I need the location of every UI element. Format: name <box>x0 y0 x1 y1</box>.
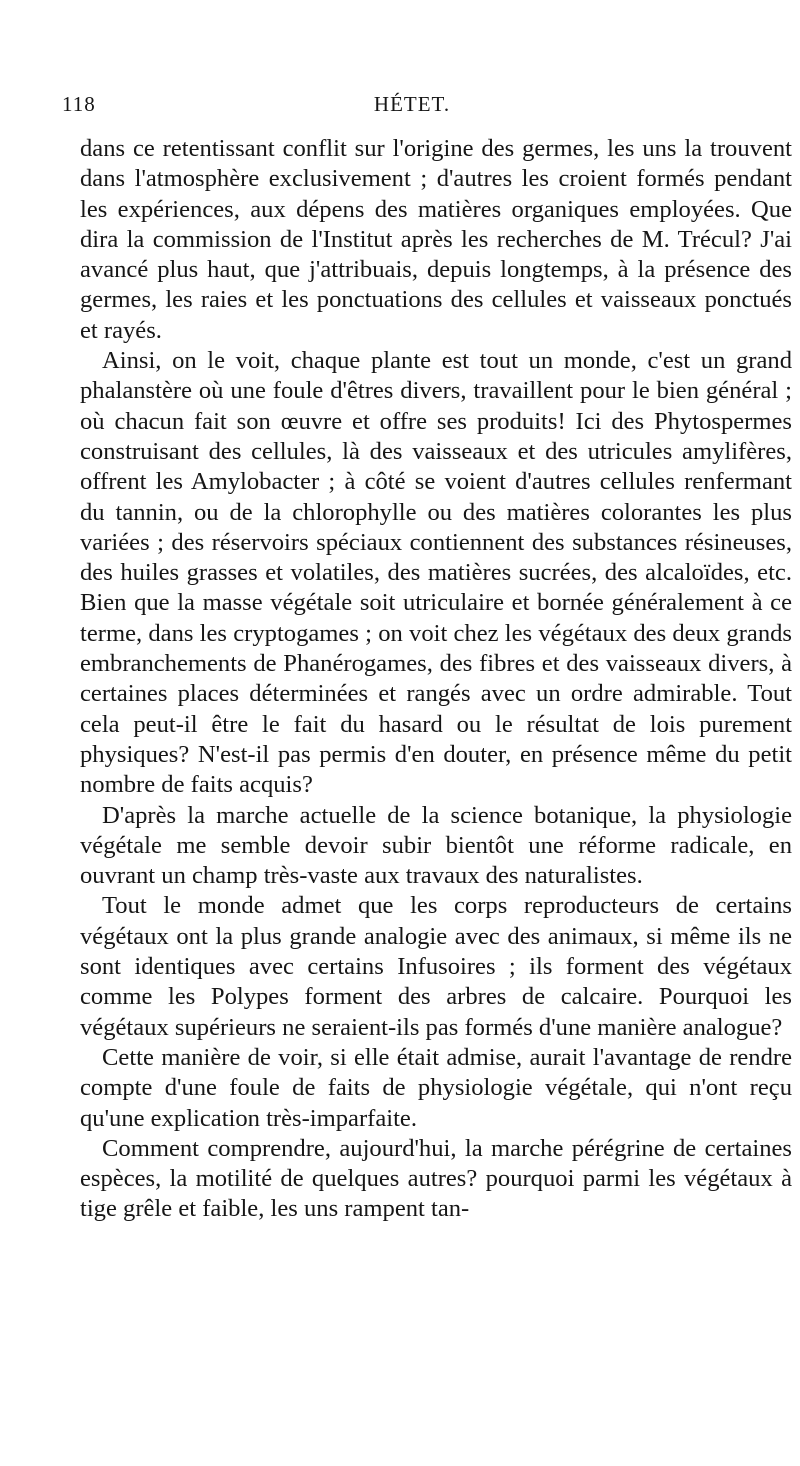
page-number: 118 <box>62 92 96 116</box>
page-header <box>62 92 722 122</box>
paragraph-2: Ainsi, on le voit, chaque plante est tout un monde, c'est un grand phalanstère où une foule d'êtres divers, travaillent pour le bien général ; où chacun fait son œuvre et offre ses produits! Ici des Phytospermes construisant des cellules, là des vaisseaux et des utricules amylifères, offrent les Amylobacter ; à côté se voient d'autres cellules renfermant du tannin, ou de la chlorophylle ou des matières colorantes les plus variées ; des réservoirs spéciaux contiennent des substances résineuses, des huiles grasses et volatiles, des matières sucrées, des alcaloïdes, etc. Bien que la masse végétale soit utriculaire et bornée généralement à ce terme, dans les cryptogames ; on voit chez les végétaux des deux grands embranchements de Phanérogames, des fibres et des vaisseaux divers, à certaines places déterminées et rangés avec un ordre admirable. Tout cela peut-il être le fait du hasard ou le résultat de lois purement physiques? N'est-il pas permis d'en douter, en présence même du petit nombre de faits acquis? <box>80 347 792 799</box>
paragraph-6: Comment comprendre, aujourd'hui, la marche pérégrine de certaines espèces, la motilité de quelques autres? pourquoi parmi les végétaux à tige grêle et faible, les uns rampent tan- <box>80 1134 792 1223</box>
paragraph-3: D'après la marche actuelle de la science botanique, la physiologie végétale me semble devoir subir bientôt une réforme radicale, en ouvrant un champ très-vaste aux travaux des naturalistes. <box>80 801 792 890</box>
paragraph-5: Cette manière de voir, si elle était admise, aurait l'avantage de rendre compte d'une foule de faits de physiologie végétale, qui n'ont reçu qu'une explication très-imparfaite. <box>80 1043 792 1132</box>
paragraph-1: dans ce retentissant conflit sur l'origine des germes, les uns la trouvent dans l'atmosphère exclusivement ; d'autres les croient formés pendant les expériences, aux dépens des matières organiques employées. Que dira la commission de l'Institut après les recherches de M. Trécul? J'ai avancé plus haut, que j'attribuais, depuis longtemps, à la présence des germes, les raies et les ponctuations des cellules et vaisseaux ponctués et rayés. <box>80 135 792 344</box>
running-head: HÉTET. <box>373 92 451 116</box>
paragraph-4: Tout le monde admet que les corps reproducteurs de certains végétaux ont la plus grande analogie avec des animaux, si même ils ne sont identiques avec certains Infusoires ; ils forment des végétaux comme les Polypes forment des arbres de calcaire. Pourquoi les végétaux supérieurs ne seraient-ils pas formés d'une manière analogue? <box>80 892 792 1041</box>
body-text <box>80 134 792 1225</box>
